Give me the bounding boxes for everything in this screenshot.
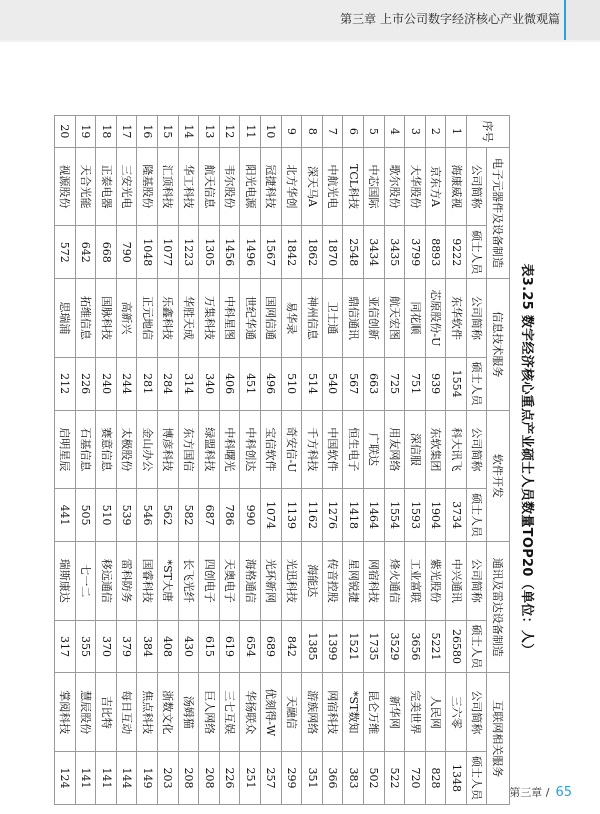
company-name-cell: TCL科技 [343,147,364,225]
masters-count-cell: 654 [240,620,261,673]
table-row [240,116,261,805]
masters-count-cell: 1139 [281,489,302,542]
masters-count-cell: 370 [96,620,117,673]
masters-count-cell: 355 [75,620,96,673]
masters-count-header: 硕士人员 [467,751,487,804]
table-row [96,116,117,805]
masters-count-cell: 9222 [446,226,467,279]
masters-count-header: 硕士人员 [467,226,487,279]
masters-count-cell: 582 [178,489,199,542]
company-name-cell: 正元地信 [137,279,158,357]
company-name-cell: 雷科防务 [116,542,137,620]
table-row [446,116,467,805]
table-row [55,116,76,805]
group-header: 通讯及雷达设备制造 [487,542,510,673]
company-name-cell: 深天马A [302,147,323,225]
company-name-cell: 博彦科技 [158,410,179,488]
table-row [261,116,282,805]
masters-count-cell: 257 [261,751,282,804]
group-header: 电子元器件及设备制造 [487,147,510,278]
masters-count-cell: 1464 [364,489,385,542]
masters-count-cell: 340 [199,357,220,410]
company-name-cell: 光环新网 [261,542,282,620]
company-name-cell: 科大讯飞 [446,410,467,488]
company-name-cell: 东软集团 [425,410,446,488]
company-name-cell: 网宿科技 [322,673,343,751]
index-cell: 20 [55,116,76,148]
masters-count-cell: 408 [158,620,179,673]
company-name-cell: 深信服 [405,410,426,488]
page-footer [509,784,572,800]
masters-count-cell: 240 [96,357,117,410]
masters-count-cell: 26580 [446,620,467,673]
company-name-cell: 完美世界 [405,673,426,751]
index-cell: 18 [96,116,117,148]
masters-count-cell: 244 [116,357,137,410]
masters-count-cell: 203 [158,751,179,804]
company-name-cell: 中科曙光 [219,410,240,488]
company-name-cell: 隆基股份 [137,147,158,225]
company-name-cell: 视源股份 [55,147,76,225]
header-corner-accent [564,0,600,40]
page-number: 65 [555,785,572,800]
company-name-cell: 卫士通 [322,279,343,357]
company-name-cell: 华扬联众 [240,673,261,751]
table-row [199,116,220,805]
masters-count-cell: 1521 [343,620,364,673]
masters-count-cell: 208 [199,751,220,804]
masters-count-cell: 1048 [137,226,158,279]
masters-count-cell: 619 [219,620,240,673]
company-name-cell: 吉比特 [96,673,117,751]
masters-count-cell: 539 [116,489,137,542]
masters-count-cell: 1162 [302,489,323,542]
company-name-cell: 四创电子 [199,542,220,620]
masters-count-header: 硕士人员 [467,489,487,542]
company-name-cell: 游族网络 [302,673,323,751]
masters-count-cell: 496 [261,357,282,410]
company-name-cell: 中国软件 [322,410,343,488]
company-name-cell: 奇安信-U [281,410,302,488]
masters-count-cell: 939 [425,357,446,410]
masters-count-cell: 1842 [281,226,302,279]
table-row [364,116,385,805]
table-row [302,116,323,805]
masters-count-cell: 689 [261,620,282,673]
masters-count-cell: 379 [116,620,137,673]
company-name-cell: 京东方A [425,147,446,225]
company-name-cell: 三六零 [446,673,467,751]
masters-count-cell: 430 [178,620,199,673]
company-name-cell: 工业富联 [405,542,426,620]
table-row [137,116,158,805]
masters-count-cell: 663 [364,357,385,410]
company-name-cell: 航天信息 [199,147,220,225]
company-name-cell: 华工科技 [178,147,199,225]
masters-count-cell: 562 [158,489,179,542]
masters-count-cell: 351 [302,751,323,804]
company-name-cell: 阳光电源 [240,147,261,225]
index-cell: 4 [384,116,405,148]
masters-count-cell: 124 [55,751,76,804]
masters-count-cell: 3529 [384,620,405,673]
company-name-cell: 中科星图 [219,279,240,357]
company-name-cell: 拓维信息 [75,279,96,357]
company-name-cell: 东方国信 [178,410,199,488]
masters-count-cell: 540 [322,357,343,410]
masters-count-cell: 149 [137,751,158,804]
masters-count-cell: 284 [158,357,179,410]
company-name-cell: 移远通信 [96,542,117,620]
company-name-cell: 七一二 [75,542,96,620]
index-cell: 13 [199,116,220,148]
company-name-cell: 海能达 [302,542,323,620]
masters-count-cell: 751 [405,357,426,410]
masters-count-cell: 1456 [219,226,240,279]
company-name-cell: 每日互动 [116,673,137,751]
masters-count-cell: 1418 [343,489,364,542]
masters-count-cell: 317 [55,620,76,673]
company-name-cell: 焦点科技 [137,673,158,751]
masters-count-cell: 8893 [425,226,446,279]
masters-count-cell: 1862 [302,226,323,279]
masters-count-cell: 720 [405,751,426,804]
company-name-cell: 天合光能 [75,147,96,225]
masters-count-cell: 3434 [364,226,385,279]
company-name-cell: 烽火通信 [384,542,405,620]
company-name-header: 公司简称 [467,542,487,620]
masters-count-cell: 1567 [261,226,282,279]
masters-count-cell: 384 [137,620,158,673]
company-name-cell: 长飞光纤 [178,542,199,620]
company-name-cell: 汇顶科技 [158,147,179,225]
company-name-cell: 千方科技 [302,410,323,488]
company-name-cell: 昆仑万维 [364,673,385,751]
footer-chapter: 第三章 / [509,786,550,799]
index-cell: 16 [137,116,158,148]
company-name-cell: 正泰电器 [96,147,117,225]
company-name-cell: 韦尔股份 [219,147,240,225]
company-name-cell: 传音控股 [322,542,343,620]
masters-count-cell: 1348 [446,751,467,804]
company-name-cell: 海康威视 [446,147,467,225]
company-name-cell: 浙数文化 [158,673,179,751]
company-name-cell: 世纪华通 [240,279,261,357]
masters-count-cell: 1276 [322,489,343,542]
index-cell: 5 [364,116,385,148]
masters-count-cell: 668 [96,226,117,279]
masters-count-cell: 1077 [158,226,179,279]
company-name-header: 公司简称 [467,279,487,357]
company-name-cell: 三安光电 [116,147,137,225]
table-row [322,116,343,805]
masters-count-cell: 366 [322,751,343,804]
company-name-cell: 万集科技 [199,279,220,357]
masters-count-cell: 615 [199,620,220,673]
company-name-cell: 石基信息 [75,410,96,488]
masters-count-cell: 687 [199,489,220,542]
masters-count-cell: 3799 [405,226,426,279]
masters-count-cell: 212 [55,357,76,410]
table-row [75,116,96,805]
company-name-cell: 同花顺 [405,279,426,357]
table-body [55,116,467,805]
masters-count-cell: 1223 [178,226,199,279]
masters-count-cell: 451 [240,357,261,410]
index-cell: 3 [405,116,426,148]
company-name-cell: 亚信创新 [364,279,385,357]
index-cell: 9 [281,116,302,148]
company-name-cell: 鼎信通讯 [343,279,364,357]
top20-table [54,115,510,805]
index-cell: 1 [446,116,467,148]
company-name-cell: 太极股份 [116,410,137,488]
company-name-cell: 思瑞浦 [55,279,76,357]
masters-count-cell: 842 [281,620,302,673]
group-header: 互联网相关服务 [487,673,510,805]
masters-count-cell: 1305 [199,226,220,279]
masters-count-cell: 383 [343,751,364,804]
masters-count-cell: 514 [302,357,323,410]
masters-count-header: 硕士人员 [467,357,487,410]
masters-count-cell: 208 [178,751,199,804]
company-name-cell: 华胜天成 [178,279,199,357]
masters-count-cell: 1385 [302,620,323,673]
company-name-cell: 启明星辰 [55,410,76,488]
masters-count-cell: 251 [240,751,261,804]
masters-count-cell: 141 [75,751,96,804]
chapter-title: 第三章 上市公司数字经济核心产业微观篇 [340,12,560,26]
company-name-cell: 冠捷科技 [261,147,282,225]
company-name-cell: 瑞斯康达 [55,542,76,620]
table-row [281,116,302,805]
company-name-cell: 汤姆猫 [178,673,199,751]
masters-count-cell: 505 [75,489,96,542]
masters-count-header: 硕士人员 [467,620,487,673]
table-row [116,116,137,805]
masters-count-cell: 828 [425,751,446,804]
company-name-cell: 光迅科技 [281,542,302,620]
masters-count-cell: 1870 [322,226,343,279]
company-name-cell: 紫光股份 [425,542,446,620]
masters-count-cell: 1554 [384,489,405,542]
header-divider [0,40,600,42]
masters-count-cell: 546 [137,489,158,542]
index-cell: 12 [219,116,240,148]
table-row [158,116,179,805]
company-name-cell: 赛意信息 [96,410,117,488]
company-name-header: 公司简称 [467,410,487,488]
company-name-cell: 乐鑫科技 [158,279,179,357]
masters-count-cell: 314 [178,357,199,410]
index-cell: 14 [178,116,199,148]
masters-count-cell: 226 [219,751,240,804]
masters-count-cell: 1554 [446,357,467,410]
masters-count-cell: 1593 [405,489,426,542]
company-name-cell: 易华录 [281,279,302,357]
masters-count-cell: 572 [55,226,76,279]
masters-count-cell: 510 [96,489,117,542]
company-name-cell: 绿盟科技 [199,410,220,488]
masters-count-cell: 5221 [425,620,446,673]
masters-count-cell: 299 [281,751,302,804]
company-name-cell: *ST数知 [343,673,364,751]
masters-count-cell: 510 [281,357,302,410]
company-name-cell: 北方华创 [281,147,302,225]
index-cell: 10 [261,116,282,148]
index-cell: 15 [158,116,179,148]
masters-count-cell: 3435 [384,226,405,279]
index-cell: 8 [302,116,323,148]
masters-count-cell: 406 [219,357,240,410]
company-name-cell: 恒生电子 [343,410,364,488]
table-row [425,116,446,805]
table-row [384,116,405,805]
company-name-cell: 三七互娱 [219,673,240,751]
index-cell: 6 [343,116,364,148]
rotated-table-stage [58,115,538,805]
group-header: 信息技术服务 [487,279,510,410]
masters-count-cell: 522 [384,751,405,804]
company-name-header: 公司简称 [467,673,487,751]
table-row [405,116,426,805]
company-name-cell: 中芯国际 [364,147,385,225]
group-header: 软件开发 [487,410,510,541]
company-name-cell: 大华股份 [405,147,426,225]
company-name-cell: 星网锐捷 [343,542,364,620]
masters-count-cell: 3734 [446,489,467,542]
masters-count-cell: 502 [364,751,385,804]
company-name-cell: 金山办公 [137,410,158,488]
company-name-cell: 航天宏图 [384,279,405,357]
index-cell: 11 [240,116,261,148]
company-name-cell: 新华网 [384,673,405,751]
company-name-cell: 慧辰股份 [75,673,96,751]
index-cell: 17 [116,116,137,148]
masters-count-cell: 441 [55,489,76,542]
company-name-cell: 海格通信 [240,542,261,620]
index-cell: 7 [322,116,343,148]
index-cell: 19 [75,116,96,148]
masters-count-cell: 990 [240,489,261,542]
table-row [219,116,240,805]
masters-count-cell: 1496 [240,226,261,279]
company-name-cell: 国睿科技 [137,542,158,620]
masters-count-cell: 144 [116,751,137,804]
company-name-cell: 中兴通讯 [446,542,467,620]
company-name-cell: 中航光电 [322,147,343,225]
masters-count-cell: 725 [384,357,405,410]
table-row [178,116,199,805]
masters-count-cell: 1074 [261,489,282,542]
company-name-cell: 巨人网络 [199,673,220,751]
company-name-cell: 神州信息 [302,279,323,357]
table-row [343,116,364,805]
table-caption: 表3.25 数字经济核心重点产业硕士人员数量TOP20（单位：人） [519,263,534,657]
company-name-cell: 掌阅科技 [55,673,76,751]
masters-count-cell: 281 [137,357,158,410]
company-name-cell: 高新兴 [116,279,137,357]
masters-count-cell: 1399 [322,620,343,673]
masters-count-cell: 141 [96,751,117,804]
company-name-cell: 国脉科技 [96,279,117,357]
masters-count-cell: 226 [75,357,96,410]
company-name-cell: 歌尔股份 [384,147,405,225]
masters-count-cell: 567 [343,357,364,410]
company-name-cell: 宝信软件 [261,410,282,488]
company-name-cell: 用友网络 [384,410,405,488]
company-name-cell: 国网信通 [261,279,282,357]
company-name-cell: 芯原股份-U [425,279,446,357]
company-name-cell: 中科创达 [240,410,261,488]
company-name-cell: *ST大唐 [158,542,179,620]
masters-count-cell: 790 [116,226,137,279]
masters-count-cell: 1735 [364,620,385,673]
masters-count-cell: 3656 [405,620,426,673]
masters-count-cell: 786 [219,489,240,542]
masters-count-cell: 1904 [425,489,446,542]
masters-count-cell: 2548 [343,226,364,279]
index-header: 序号 [467,116,510,148]
company-name-header: 公司简称 [467,147,487,225]
company-name-cell: 天融信 [281,673,302,751]
company-name-cell: 网宿科技 [364,542,385,620]
index-cell: 2 [425,116,446,148]
masters-count-cell: 642 [75,226,96,279]
company-name-cell: 人民网 [425,673,446,751]
company-name-cell: 广联达 [364,410,385,488]
company-name-cell: 天奥电子 [219,542,240,620]
company-name-cell: 东华软件 [446,279,467,357]
company-name-cell: 优刻得-W [261,673,282,751]
